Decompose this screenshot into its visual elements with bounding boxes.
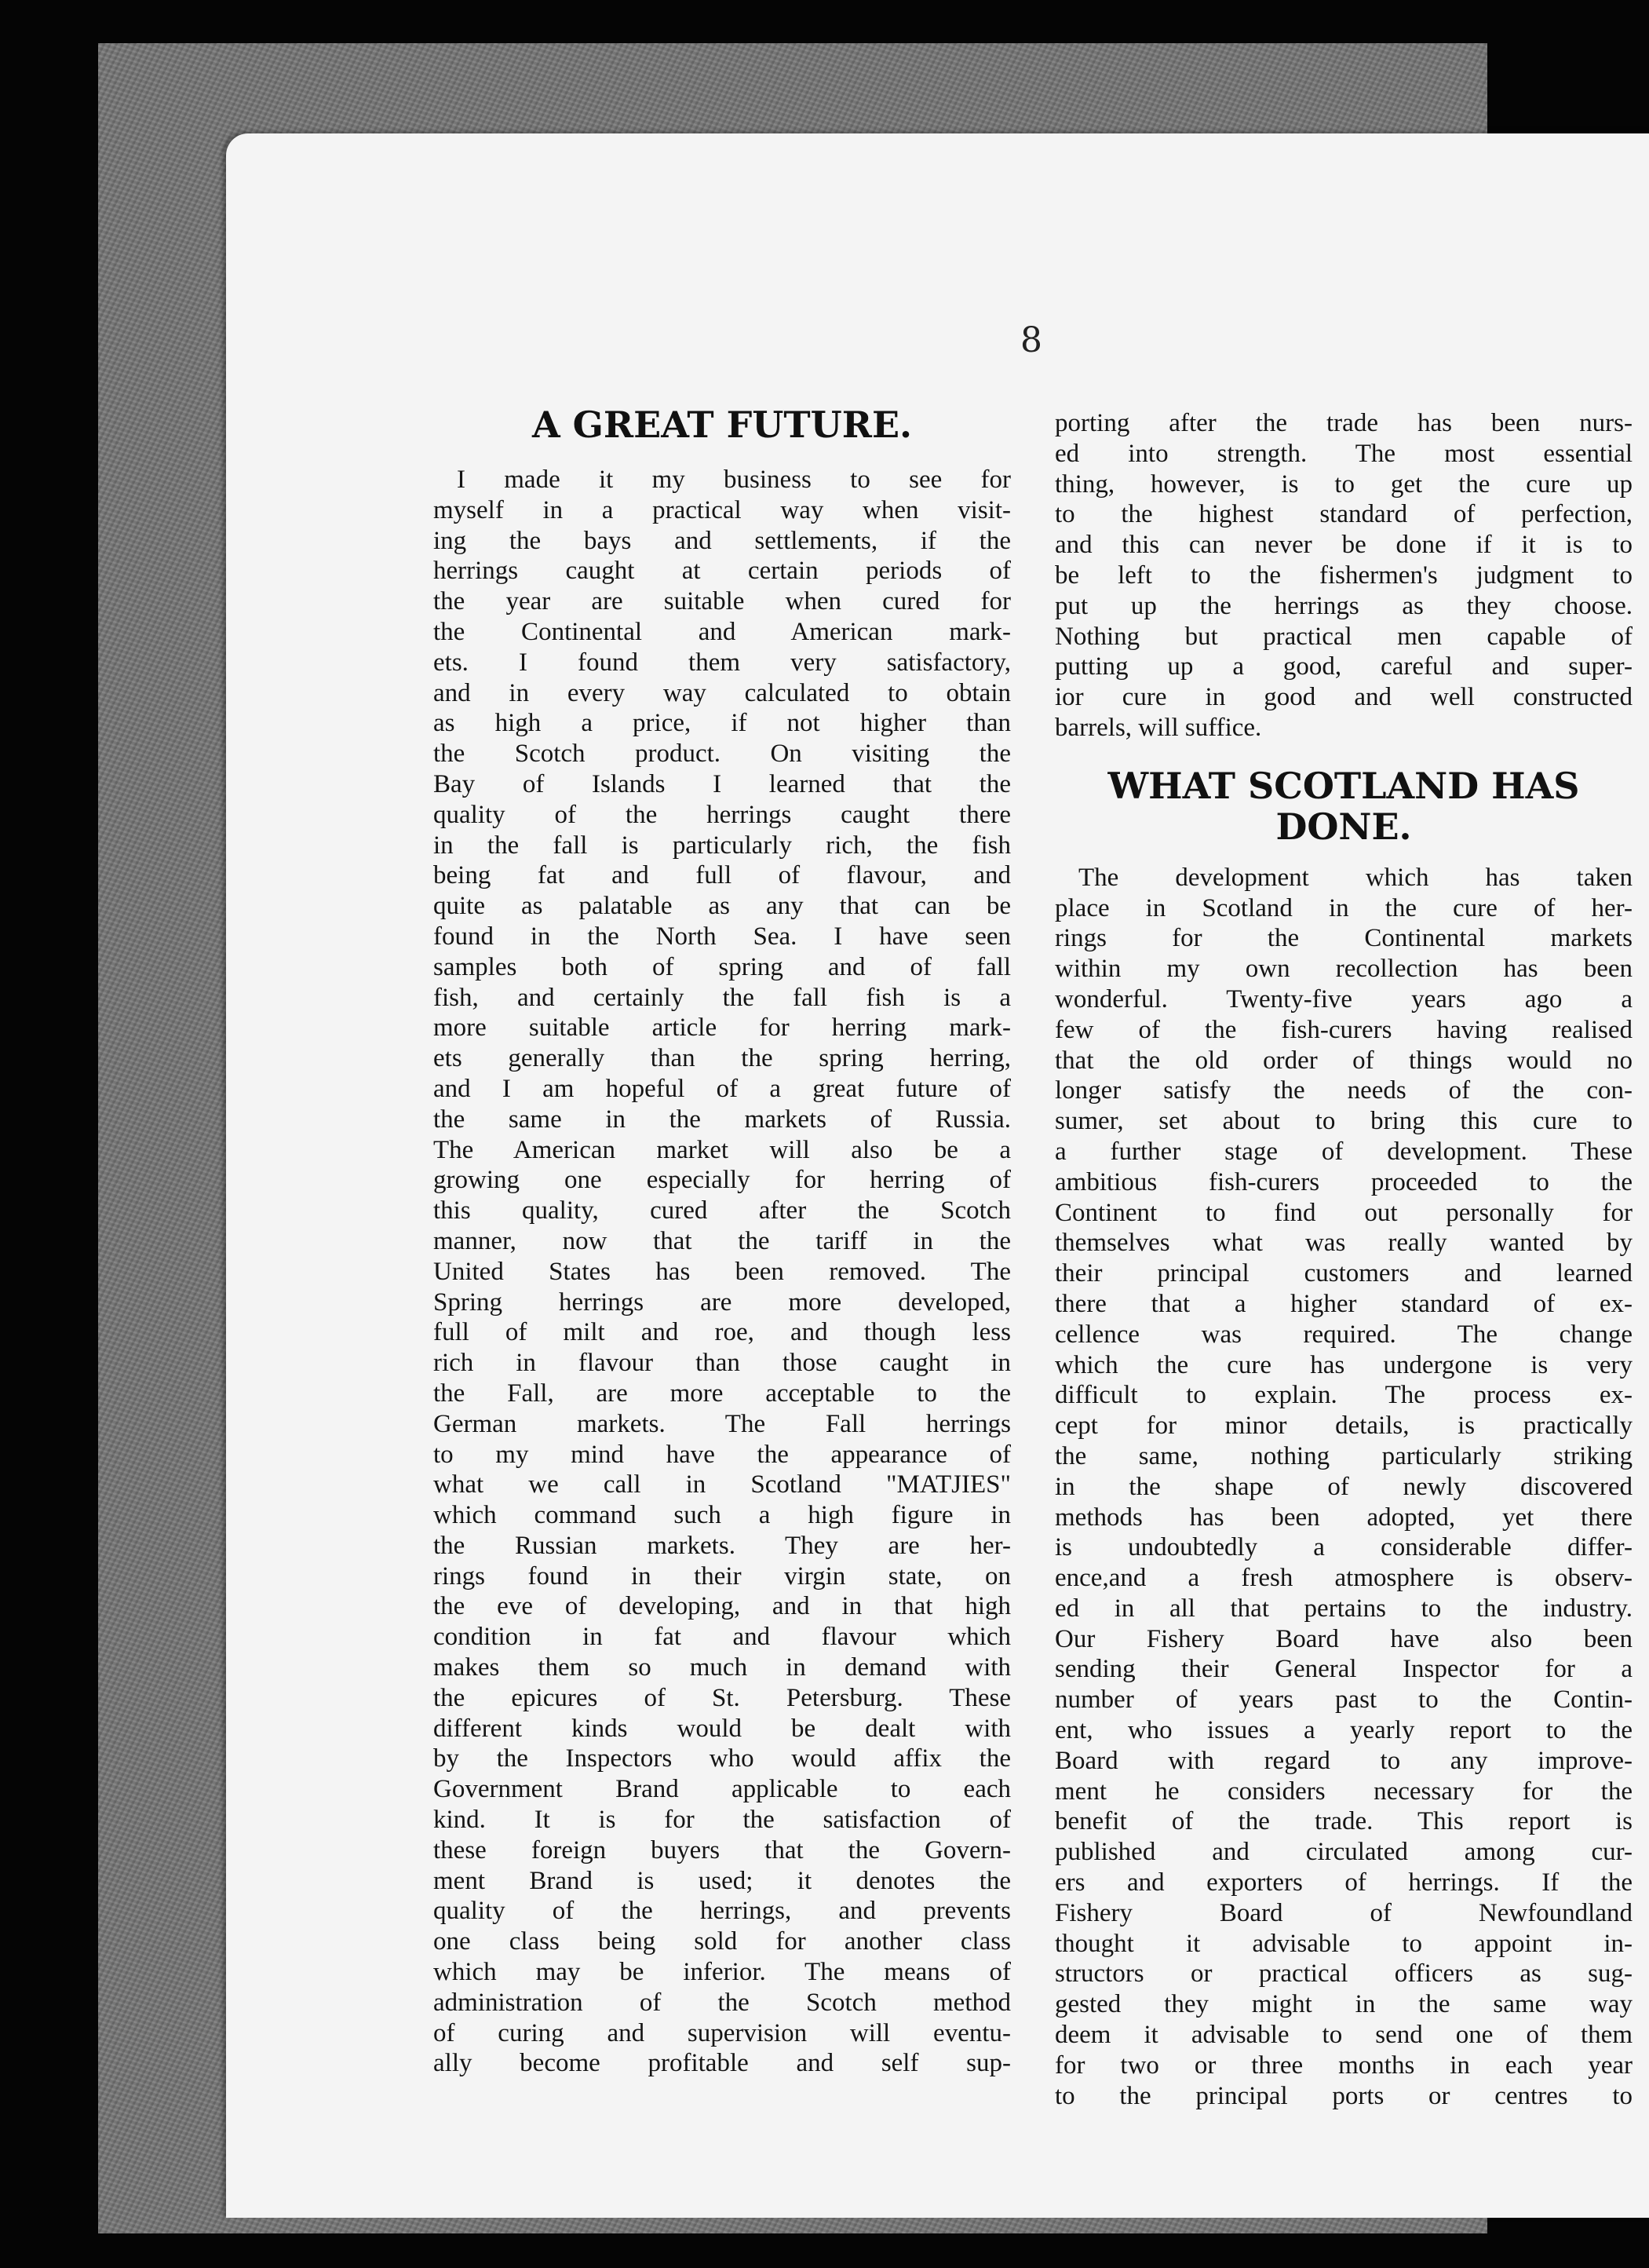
- text-line: ent, who issues a yearly report to the: [1055, 1716, 1633, 1745]
- text-line: ed into strength. The most essential: [1055, 439, 1633, 468]
- text-line: quite as palatable as any that can be: [433, 892, 1011, 921]
- text-line: ers and exporters of herrings. If the: [1055, 1868, 1633, 1897]
- text-line: that the old order of things would no: [1055, 1046, 1633, 1075]
- text-line: ambitious fish-curers proceeded to the: [1055, 1167, 1633, 1196]
- text-line: to the principal ports or centres to: [1055, 2081, 1633, 2110]
- left-column-body: [433, 465, 1011, 2079]
- text-line: administration of the Scotch method: [433, 1988, 1011, 2017]
- page-number: 8: [1020, 320, 1042, 360]
- text-line: The development which has taken: [1078, 863, 1633, 892]
- text-line: to my mind have the appearance of: [433, 1440, 1011, 1469]
- text-line: there that a higher standard of ex-: [1055, 1289, 1633, 1318]
- text-line: few of the fish-curers having realised: [1055, 1015, 1633, 1044]
- text-line: thought it advisable to appoint in-: [1055, 1929, 1633, 1958]
- text-line: rich in flavour than those caught in: [433, 1349, 1011, 1378]
- text-line: Bay of Islands I learned that the: [433, 769, 1011, 798]
- text-line: themselves what was really wanted by: [1055, 1229, 1633, 1258]
- text-line: which may be inferior. The means of: [433, 1958, 1011, 1987]
- text-line: as high a price, if not higher than: [433, 709, 1011, 738]
- text-line: United States has been removed. The: [433, 1257, 1011, 1286]
- text-line: benefit of the trade. This report is: [1055, 1807, 1633, 1836]
- text-line: German markets. The Fall herrings: [433, 1409, 1011, 1438]
- text-line: putting up a good, careful and super-: [1055, 652, 1633, 681]
- text-line: and I am hopeful of a great future of: [433, 1074, 1011, 1103]
- text-line: sending their General Inspector for a: [1055, 1655, 1633, 1684]
- text-line: for two or three months in each year: [1055, 2051, 1633, 2080]
- section-heading-scotland: [1055, 765, 1633, 847]
- text-line: makes them so much in demand with: [433, 1653, 1011, 1682]
- text-line: structors or practical officers as sug-: [1055, 1959, 1633, 1989]
- text-line: I made it my business to see for: [457, 466, 1011, 494]
- text-line: within my own recollection has been: [1055, 955, 1633, 984]
- text-line: deem it advisable to send one of them: [1055, 2021, 1633, 2050]
- text-line: the Fall, are more acceptable to the: [433, 1379, 1011, 1408]
- text-line: place in Scotland in the cure of her-: [1055, 893, 1633, 922]
- text-line: rings found in their virgin state, on: [433, 1561, 1011, 1591]
- right-column: [1055, 408, 1633, 2111]
- text-line: the Continental and American mark-: [433, 617, 1011, 646]
- text-line: which the cure has undergone is very: [1055, 1350, 1633, 1379]
- text-line: quality of the herrings caught there: [433, 800, 1011, 829]
- text-line: be left to the fishermen's judgment to: [1055, 561, 1633, 590]
- text-line: quality of the herrings, and prevents: [433, 1897, 1011, 1926]
- text-line: ior cure in good and well constructed: [1055, 683, 1633, 712]
- text-line: full of milt and roe, and though less: [433, 1318, 1011, 1347]
- text-line: being fat and full of flavour, and: [433, 861, 1011, 890]
- text-line: ally become profitable and self sup-: [433, 2049, 1011, 2078]
- text-line: The American market will also be a: [433, 1135, 1011, 1164]
- text-line: herrings caught at certain periods of: [433, 557, 1011, 586]
- left-column: [433, 405, 1011, 2079]
- text-line: ment Brand is used; it denotes the: [433, 1866, 1011, 1895]
- text-line: condition in fat and flavour which: [433, 1623, 1011, 1652]
- text-line: the year are suitable when cured for: [433, 587, 1011, 616]
- text-line: Continent to find out personally for: [1055, 1198, 1633, 1227]
- text-line: samples both of spring and of fall: [433, 952, 1011, 981]
- text-line: the eve of developing, and in that high: [433, 1592, 1011, 1621]
- text-line: of curing and supervision will eventu-: [433, 2018, 1011, 2047]
- section-heading-great-future: A GREAT FUTURE.: [531, 404, 913, 446]
- text-line: difficult to explain. The process ex-: [1055, 1381, 1633, 1410]
- text-line: is undoubtedly a considerable differ-: [1055, 1533, 1633, 1562]
- text-line: more suitable article for herring mark-: [433, 1013, 1011, 1043]
- text-line: barrels, will suffice.: [1055, 713, 1262, 742]
- text-line: longer satisfy the needs of the con-: [1055, 1076, 1633, 1105]
- text-line: growing one especially for herring of: [433, 1166, 1011, 1195]
- text-line: Fishery Board of Newfoundland: [1055, 1898, 1633, 1927]
- text-line: wonderful. Twenty-five years ago a: [1055, 984, 1633, 1013]
- text-line: cellence was required. The change: [1055, 1320, 1633, 1349]
- text-line: the Russian markets. They are her-: [433, 1531, 1011, 1560]
- text-line: ets. I found them very satisfactory,: [433, 648, 1011, 677]
- right-column-opening: [1055, 408, 1633, 743]
- text-line: ing the bays and settlements, if the: [433, 526, 1011, 555]
- text-line: the Scotch product. On visiting the: [433, 740, 1011, 769]
- text-line: Our Fishery Board have also been: [1055, 1624, 1633, 1653]
- text-line: published and circulated among cur-: [1055, 1838, 1633, 1867]
- text-line: to the highest standard of perfection,: [1055, 500, 1633, 529]
- text-line: these foreign buyers that the Govern-: [433, 1835, 1011, 1864]
- section-heading-scotland-line1: WHAT SCOTLAND HAS: [1107, 764, 1580, 807]
- text-line: a further stage of development. These: [1055, 1137, 1633, 1166]
- section-heading-scotland-line2: DONE.: [1275, 805, 1412, 848]
- text-line: the epicures of St. Petersburg. These: [433, 1683, 1011, 1712]
- text-line: gested they might in the same way: [1055, 1990, 1633, 2019]
- text-line: by the Inspectors who would affix the: [433, 1744, 1011, 1773]
- text-line: different kinds would be dealt with: [433, 1714, 1011, 1743]
- text-line: thing, however, is to get the cure up: [1055, 469, 1633, 499]
- text-line: kind. It is for the satisfaction of: [433, 1806, 1011, 1835]
- text-line: ets generally than the spring herring,: [433, 1044, 1011, 1073]
- text-line: Nothing but practical men capable of: [1055, 622, 1633, 651]
- text-line: cept for minor details, is practically: [1055, 1412, 1633, 1441]
- text-line: Government Brand applicable to each: [433, 1775, 1011, 1804]
- text-line: and this can never be done if it is to: [1055, 531, 1633, 560]
- text-line: in the shape of newly discovered: [1055, 1472, 1633, 1501]
- text-line: Board with regard to any improve-: [1055, 1746, 1633, 1775]
- text-line: and in every way calculated to obtain: [433, 678, 1011, 707]
- text-line: Spring herrings are more developed,: [433, 1287, 1011, 1317]
- text-line: rings for the Continental markets: [1055, 924, 1633, 953]
- text-line: fish, and certainly the fall fish is a: [433, 983, 1011, 1012]
- text-line: ence,and a fresh atmosphere is observ-: [1055, 1564, 1633, 1593]
- text-line: number of years past to the Contin-: [1055, 1685, 1633, 1715]
- text-line: the same, nothing particularly striking: [1055, 1441, 1633, 1470]
- text-line: myself in a practical way when visit-: [433, 495, 1011, 524]
- text-line: ment he considers necessary for the: [1055, 1777, 1633, 1806]
- text-line: put up the herrings as they choose.: [1055, 591, 1633, 620]
- text-line: porting after the trade has been nurs-: [1055, 409, 1633, 437]
- text-line: which command such a high figure in: [433, 1501, 1011, 1530]
- text-line: found in the North Sea. I have seen: [433, 922, 1011, 951]
- text-line: sumer, set about to bring this cure to: [1055, 1107, 1633, 1136]
- text-line: one class being sold for another class: [433, 1927, 1011, 1956]
- right-column-body: [1055, 863, 1633, 2112]
- text-line: manner, now that the tariff in the: [433, 1226, 1011, 1255]
- text-line: what we call in Scotland "MATJIES": [433, 1470, 1011, 1499]
- text-line: the same in the markets of Russia.: [433, 1105, 1011, 1134]
- text-line: methods has been adopted, yet there: [1055, 1503, 1633, 1532]
- text-line: in the fall is particularly rich, the fish: [433, 831, 1011, 860]
- text-line: this quality, cured after the Scotch: [433, 1196, 1011, 1225]
- text-line: ed in all that pertains to the industry.: [1055, 1594, 1633, 1623]
- text-line: their principal customers and learned: [1055, 1259, 1633, 1288]
